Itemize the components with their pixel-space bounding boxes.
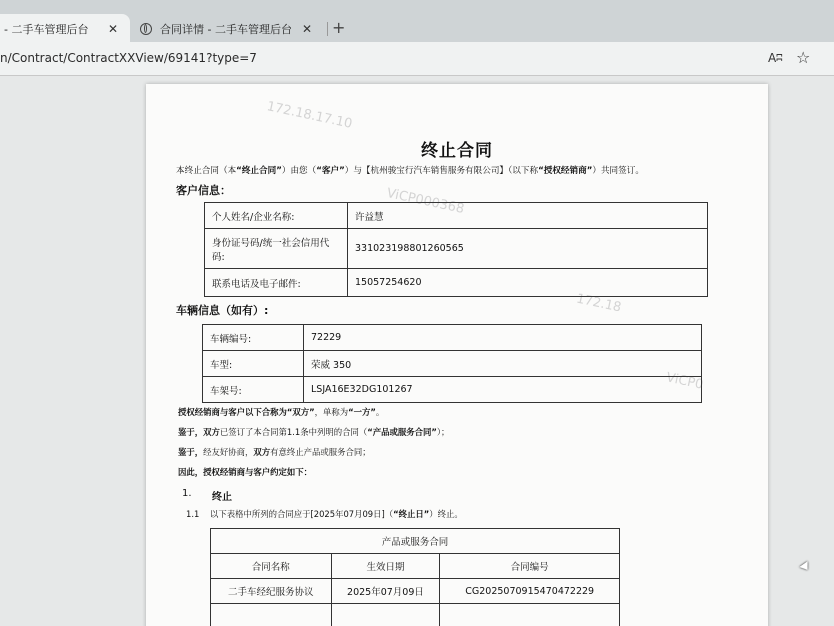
column-header: 生效日期 — [331, 554, 440, 579]
tab-contract-detail[interactable] — [132, 14, 322, 44]
tab-title: 合同详情 - 二手车管理后台 — [160, 23, 292, 36]
row-value: 331023198801260565 — [348, 229, 708, 269]
table-cell: 二手车经纪服务协议 — [211, 579, 332, 604]
text-run: “客户” — [316, 166, 345, 176]
url-field[interactable]: n/Contract/ContractXXView/69141?type=7 — [0, 51, 257, 65]
table-row — [211, 604, 620, 626]
table-cell — [331, 604, 440, 626]
clause-number: 1.1 — [186, 509, 200, 519]
close-tab-icon[interactable]: ✕ — [107, 22, 119, 36]
mouse-cursor — [799, 561, 811, 572]
whereas-paragraph — [178, 426, 449, 438]
intro-text — [176, 164, 644, 176]
text-run: 本终止合同（本 — [176, 166, 237, 176]
text-run: 。 — [375, 407, 385, 417]
text-run: ）； — [436, 427, 450, 437]
address-bar — [0, 42, 834, 76]
tab-title: - 二手车管理后台 — [4, 23, 89, 36]
globe-icon — [140, 23, 152, 35]
read-aloud-icon[interactable]: Aʭ — [768, 51, 783, 65]
row-value: 15057254620 — [348, 269, 708, 297]
watermark: 172.18 — [574, 291, 623, 316]
row-label: 联系电话及电子邮件: — [205, 269, 348, 297]
table-cell — [211, 604, 332, 626]
text-run: “双方” — [286, 407, 315, 417]
table-caption: 产品或服务合同 — [211, 529, 620, 554]
table-cell — [440, 604, 620, 626]
table-header-row — [211, 554, 620, 579]
text-run: ，单称为 — [314, 407, 349, 417]
favorite-star-icon[interactable]: ☆ — [796, 48, 811, 67]
row-value: LSJA16E32DG101267 — [304, 377, 702, 403]
table-row — [205, 203, 708, 229]
text-run: 鉴于， — [178, 427, 204, 437]
clause-1-1 — [186, 508, 463, 520]
text-run: “一方” — [348, 407, 376, 417]
page-viewport — [0, 76, 834, 626]
agreement-paragraph — [178, 466, 312, 478]
table-cell: CG202507091547047​2229 — [440, 579, 620, 604]
row-value: 72229 — [304, 325, 702, 351]
text-run: “终止合同” — [236, 166, 282, 176]
table-caption-row — [211, 529, 620, 554]
close-tab-icon[interactable]: ✕ — [301, 22, 313, 36]
text-run: 双方 — [203, 427, 220, 437]
table-row — [205, 269, 708, 297]
tab-separator — [327, 22, 328, 36]
row-label: 车辆编号: — [203, 325, 304, 351]
column-header: 合同名称 — [211, 554, 332, 579]
clause-text — [210, 509, 463, 519]
row-label: 个人姓名/企业名称: — [205, 203, 348, 229]
text-run: 因此，授权经销商与客户约定如下： — [178, 467, 312, 477]
watermark: ViCP000368 — [385, 185, 466, 218]
text-run: 经友好协商， — [203, 447, 254, 457]
text-run: ）由您（ — [281, 166, 317, 176]
term-title: 终止 — [212, 492, 232, 503]
vehicle-info-table — [202, 324, 702, 403]
service-contract-table — [210, 528, 620, 626]
new-tab-button[interactable]: + — [332, 18, 346, 37]
term-number: 1. — [182, 488, 192, 499]
document-title: 终止合同 — [421, 141, 493, 161]
text-run: ）共同签订。 — [592, 166, 644, 176]
whereas-paragraph — [178, 446, 371, 458]
text-run: 以下表格中所列的合同应于[2025年07月09日]（ — [209, 509, 394, 519]
column-header: 合同编号 — [440, 554, 620, 579]
row-value: 许益慧 — [348, 203, 708, 229]
parties-paragraph — [178, 406, 384, 418]
row-label: 身份证号码/统一社会信用代码: — [205, 229, 348, 269]
text-run: 鉴于， — [178, 447, 204, 457]
row-value: 荣威 350 — [304, 351, 702, 377]
table-row — [205, 229, 708, 269]
text-run: 有意终止产品或服务合同； — [270, 447, 371, 457]
text-run: “产品或服务合同” — [367, 427, 437, 437]
row-label: 车型: — [203, 351, 304, 377]
contract-document — [146, 84, 768, 626]
text-run: ）与【杭州骏宝行汽车销售服务有限公司】（以下称 — [344, 166, 539, 176]
customer-info-heading: 客户信息： — [176, 184, 231, 197]
watermark: ViCP0 — [664, 370, 705, 393]
text-run: “终止日” — [393, 509, 430, 519]
table-row — [203, 351, 702, 377]
text-run: 授权经销商与客户以下合称为 — [178, 407, 287, 417]
watermark: 172.18.17.10 — [265, 99, 354, 132]
text-run: 已签订了本合同第1.1条中列明的合同（ — [219, 427, 368, 437]
text-run: ）终止。 — [429, 509, 463, 519]
text-run: “授权经销商” — [538, 166, 593, 176]
table-cell: 2025年07月09日 — [331, 579, 440, 604]
customer-info-table — [204, 202, 708, 297]
table-row — [211, 579, 620, 604]
row-label: 车架号: — [203, 377, 304, 403]
vehicle-info-heading: 车辆信息（如有）: — [176, 304, 269, 317]
tab-strip — [0, 0, 834, 42]
tab-admin[interactable] — [0, 14, 130, 44]
text-run: 双方 — [253, 447, 271, 457]
table-row — [203, 377, 702, 403]
table-row — [203, 325, 702, 351]
